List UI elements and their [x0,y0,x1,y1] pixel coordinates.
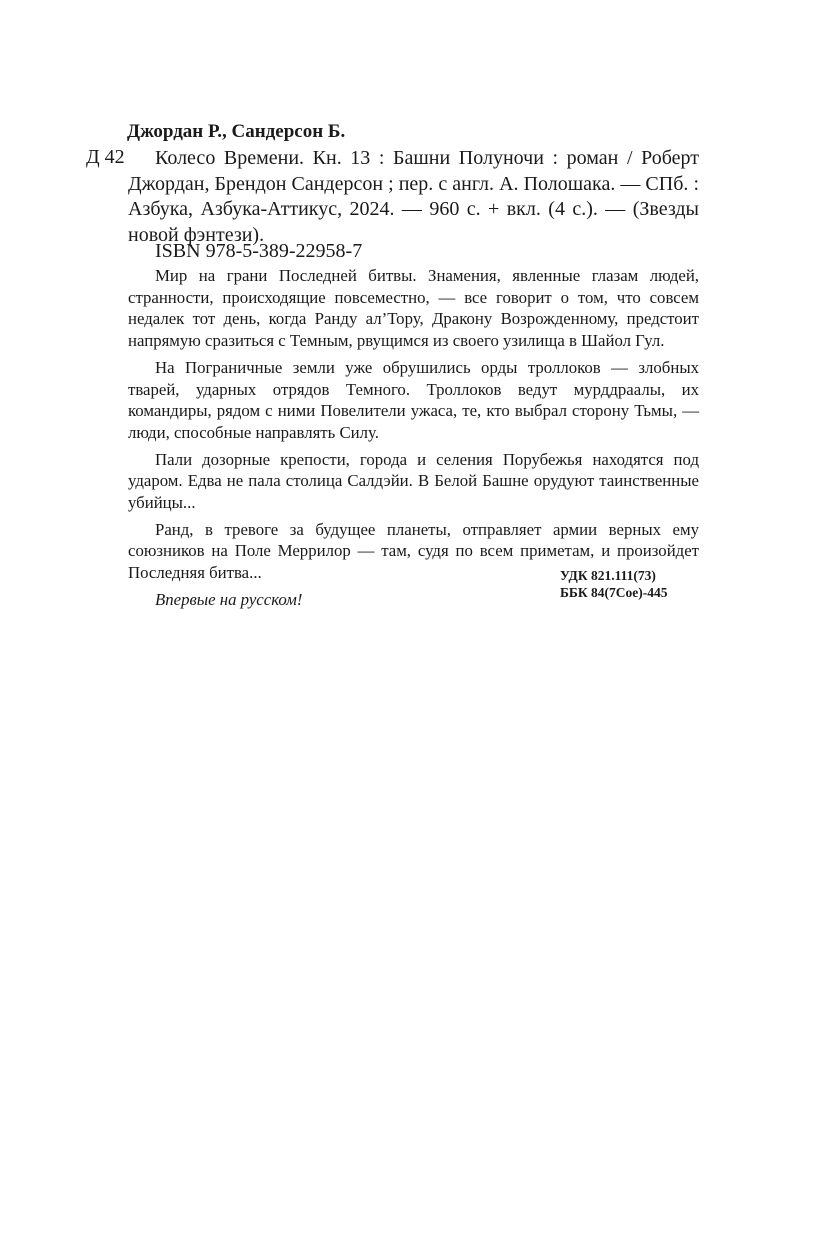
annotation-paragraph: На Пограничные земли уже обрушились орды троллоков — злобных тварей, ударных отрядов Темного. Троллоков ведут мурддраалы, их командиры, рядом с ними Повелители ужаса, те, кто выбрал сторону Тьмы, — люди, способные направлять Силу. [128,357,699,442]
author-heading: Джордан Р., Сандерсон Б. [127,121,346,142]
bbk-code: ББК 84(7Сое)-445 [560,585,668,600]
annotation [128,265,699,616]
annotation-paragraph: Пали дозорные крепости, города и селения Порубежья находятся под ударом. Едва не пала столица Салдэйи. В Белой Башне орудуют таинственные убийцы... [128,449,699,513]
index-code: Д 42 [86,146,125,168]
annotation-paragraph: Мир на грани Последней битвы. Знамения, явленные глазам людей, странности, происходящие повсеместно, — все говорит о том, что совсем недалек тот день, когда Ранду ал’Тору, Дракону Возрожденному, предстоит напрямую сразиться с Темным, рвущимся из своего узилища в Шайол Гул. [128,266,699,351]
annotation-paragraph: Ранд, в тревоге за будущее планеты, отправляет армии верных ему союзников на Поле Меррилор — там, судя по всем приметам, и произойдет Последняя битва... [128,519,699,583]
classification-codes [560,567,698,601]
bibliographic-description: Колесо Времени. Кн. 13 : Башни Полуночи : роман / Роберт Джордан, Брендон Сандерсон ; пер. с англ. А. Полошака. — СПб. : Азбука, Азбука-Аттикус, 2024. — 960 с. + вкл. (4 с.). — (Звезды новой фэнтези). [128,147,699,246]
udk-code: УДК 821.111(73) [560,568,656,583]
isbn: ISBN 978-5-389-22958-7 [155,240,363,262]
annotation-tagline: Впервые на русском! [155,589,303,609]
